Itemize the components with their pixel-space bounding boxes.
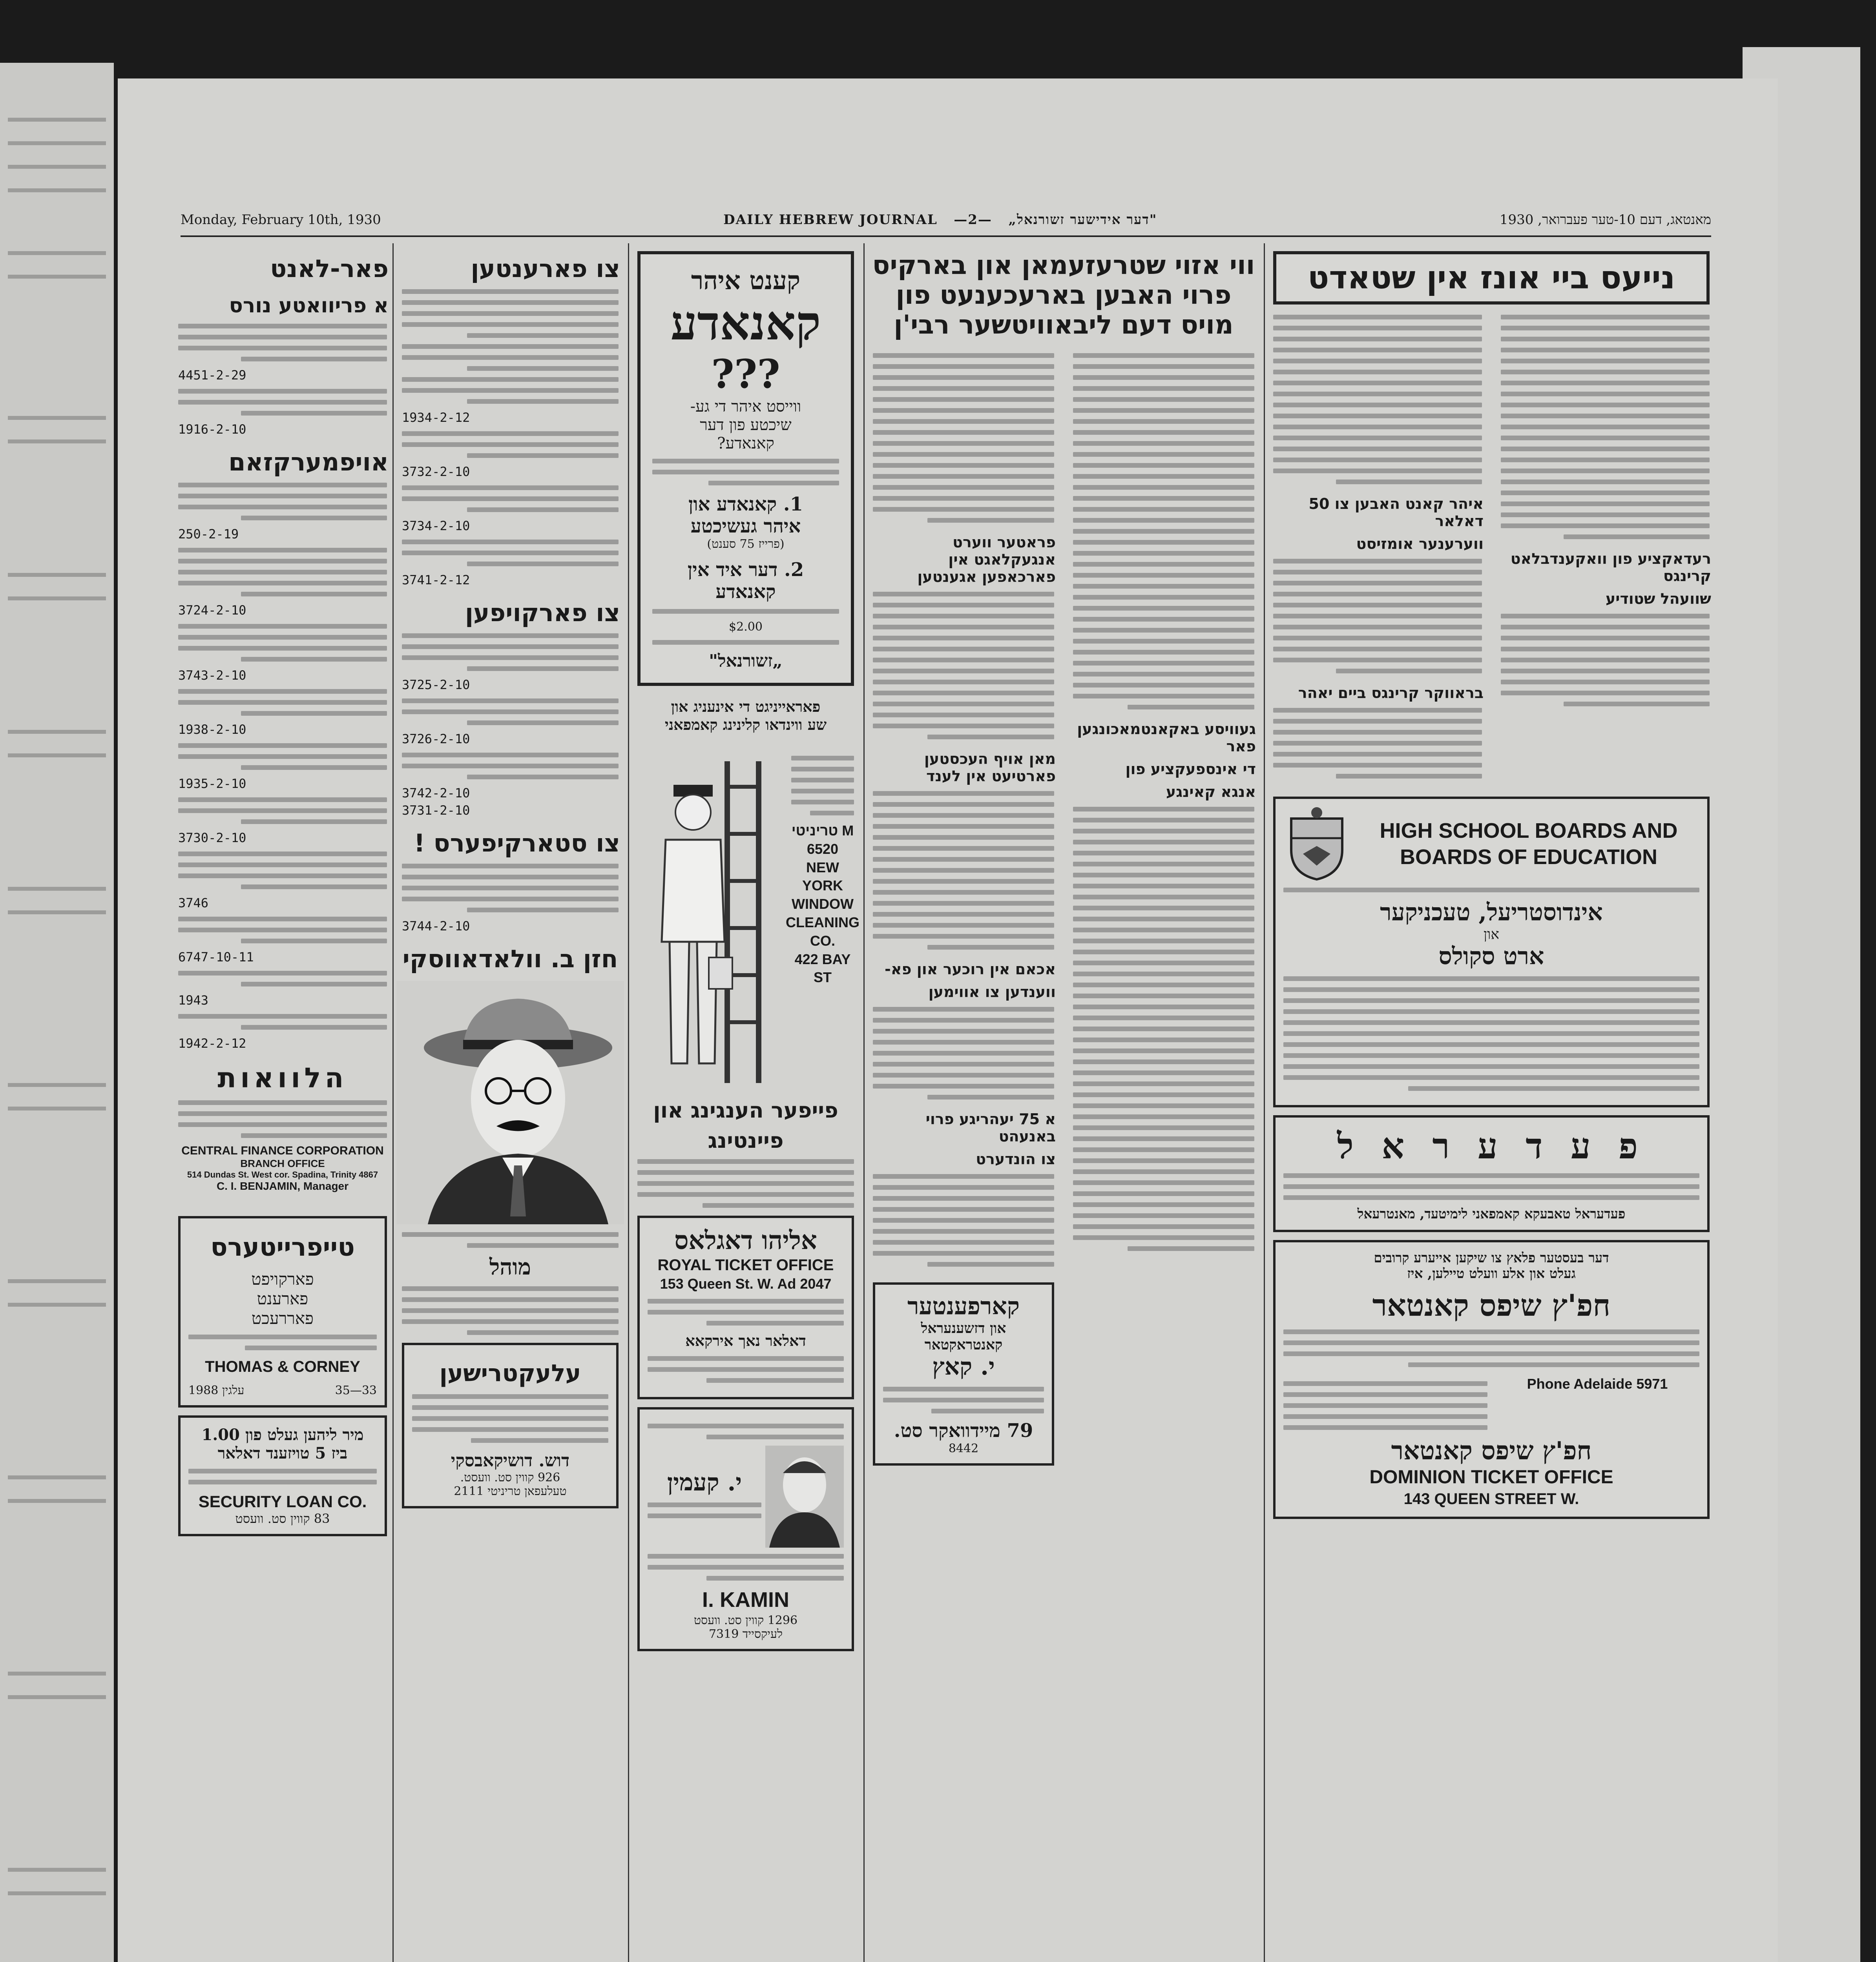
classified-text bbox=[178, 852, 387, 889]
classified-code: 3726-2-10 bbox=[402, 731, 470, 746]
news-subheading: רעדאקציע פון וואקענדבלאט קרינגס bbox=[1510, 550, 1711, 585]
classified-text bbox=[402, 377, 619, 404]
classified-code: 3724-2-10 bbox=[178, 603, 246, 618]
column-rule bbox=[628, 243, 629, 1962]
ticket-dollar: דאלאר נאך אירקאא bbox=[685, 1332, 806, 1349]
window-company-2: WINDOW bbox=[792, 896, 854, 912]
classified-text bbox=[178, 743, 387, 770]
kamin-ad bbox=[637, 1407, 854, 1651]
ad-journal: „זשורנאל" bbox=[709, 651, 783, 671]
classified-code: 6747-10-11 bbox=[178, 950, 254, 965]
security-loan-name: SECURITY LOAN CO. bbox=[198, 1492, 367, 1511]
ad-item-1b: איהר געשיכטע bbox=[690, 515, 801, 537]
thomas-phone: עלגין 1988 bbox=[188, 1383, 245, 1397]
thomas-address: 35—33 bbox=[335, 1383, 377, 1397]
news-subheading: די אינספעקציע פון bbox=[1125, 760, 1256, 778]
news-text bbox=[1073, 807, 1254, 1251]
ticket-intro-1: דער בעסטער פלאץ צו שיקען אייערע קרובים bbox=[1374, 1250, 1609, 1266]
window-title-2: שע ווינדאו קלינינג קאמפאני bbox=[664, 716, 827, 733]
news-text bbox=[873, 1174, 1054, 1267]
column-city-news bbox=[1268, 243, 1715, 1962]
finance-address: 514 Dundas St. West cor. Spadina, Trinity 4867 bbox=[187, 1170, 378, 1180]
news-subheading: ווענדען צו אווימען bbox=[928, 983, 1056, 1001]
classified-code: 1943 bbox=[178, 993, 209, 1008]
kamin-photo bbox=[765, 1446, 844, 1548]
ontario-crest-icon bbox=[1283, 807, 1350, 881]
hs-yiddish-2: און bbox=[1484, 926, 1499, 943]
electrician-name: דוש. דושיקאבסקי bbox=[451, 1451, 570, 1471]
classified-text bbox=[178, 917, 387, 943]
portrait-image bbox=[396, 981, 624, 1224]
column-ads bbox=[632, 243, 860, 1962]
section-title-to-rent: צו פארענטען bbox=[471, 254, 620, 283]
classified-text bbox=[178, 689, 387, 716]
security-loan-address: 83 קווין סט. וועסט bbox=[235, 1511, 330, 1526]
ad-line-1: ווייסט איהר די גע- bbox=[690, 398, 801, 416]
news-subheading: געוויסע באקאנטמאכונגען פאר bbox=[1077, 720, 1256, 755]
dominion-office: DOMINION TICKET OFFICE bbox=[1369, 1467, 1613, 1488]
news-subheading: א 75 יעהריגע פרוי באנעהט bbox=[925, 1110, 1056, 1145]
classified-code: 1935-2-10 bbox=[178, 776, 246, 791]
typewriter-ad bbox=[178, 1216, 387, 1408]
paint-title: פייפער הענגינג און bbox=[653, 1098, 838, 1123]
classified-text bbox=[402, 344, 619, 371]
window-company-4: 422 BAY ST bbox=[794, 951, 851, 986]
hs-yiddish-1: אינדוסטריעל, טעכניקער bbox=[1380, 899, 1603, 926]
electrician-phone: טעלעפאן טריניטי 2111 bbox=[454, 1484, 567, 1498]
classified-code: 3734-2-10 bbox=[402, 518, 470, 533]
column-rule bbox=[863, 243, 865, 1962]
ticket-hebrew-name: אליהו דאגלאס bbox=[674, 1226, 817, 1255]
classified-text bbox=[402, 289, 619, 338]
city-news-col-b bbox=[1495, 308, 1715, 785]
paint-text bbox=[637, 1159, 854, 1208]
column-news bbox=[867, 243, 1260, 1962]
news-text bbox=[1273, 708, 1482, 779]
news-text bbox=[1273, 315, 1482, 484]
news-text bbox=[873, 353, 1054, 523]
news-subheading: אנגא קאינגע bbox=[1166, 783, 1256, 800]
city-news-col-a bbox=[1268, 308, 1487, 785]
header-page-number: —2— bbox=[954, 212, 992, 228]
classified-code: 3744-2-10 bbox=[402, 919, 470, 934]
classified-code: 3743-2-10 bbox=[178, 668, 246, 683]
carpenter-address: 79 מיידוואקר סט. bbox=[894, 1419, 1033, 1442]
ticket-office-name: ROYAL TICKET OFFICE bbox=[657, 1256, 834, 1274]
ticket-big: חפ'ץ שיפס קאנטאר bbox=[1391, 1436, 1592, 1466]
header-yiddish-title: „דער אידישער זשורנאל" bbox=[1008, 212, 1157, 228]
column-classifieds-2 bbox=[396, 243, 624, 1962]
classified-code: 3742-2-10 bbox=[402, 786, 470, 800]
news-col-a bbox=[867, 347, 1060, 1473]
high-school-ad bbox=[1273, 797, 1710, 1107]
news-col-b bbox=[1068, 347, 1260, 1473]
header-center bbox=[723, 212, 1157, 228]
cantor-text bbox=[402, 1232, 619, 1248]
electrician-title: עלעקטרישען bbox=[439, 1360, 581, 1387]
section-title-attention: אויפמערקזאם bbox=[228, 448, 389, 476]
loans-title: הלוואות bbox=[217, 1062, 348, 1094]
ad-price-1: (פרייז 75 סענט) bbox=[707, 537, 785, 551]
ticket-head: חפ'ץ שיפס קאנטאר bbox=[1372, 1288, 1611, 1323]
electrician-address: 926 קווין סט. וועסט. bbox=[460, 1471, 560, 1484]
news-text bbox=[873, 1007, 1054, 1100]
classified-text bbox=[178, 389, 387, 416]
carpenter-sub: און דזשענעראל קאנטראקטאר bbox=[921, 1320, 1006, 1353]
typewriter-sub3: פאררעכט bbox=[251, 1308, 314, 1328]
mohel-label: מוהל bbox=[489, 1254, 531, 1280]
news-subheading: ווערענער אומזיסט bbox=[1356, 535, 1484, 552]
news-headline: ווי אזוי שטרעזעמאן און בארקיס פרוי האבען בארעכענעט פון מויס דעם ליבאוויטשער רבי'ן bbox=[872, 250, 1255, 340]
cantor-name: חזן ב. וולאדאווסקי bbox=[402, 945, 618, 973]
royal-ticket-ad bbox=[637, 1216, 854, 1399]
phone-adelaide: Phone Adelaide 5971 bbox=[1527, 1376, 1668, 1392]
classified-code: 4451-2-29 bbox=[178, 368, 246, 383]
news-text bbox=[1073, 353, 1254, 709]
carpenter-title: קארפענטער bbox=[907, 1292, 1020, 1320]
federal-title: פ ע ד ע ר א ל bbox=[1337, 1125, 1646, 1167]
classified-text bbox=[402, 485, 619, 512]
typewriter-sub2: פארענט bbox=[257, 1289, 308, 1308]
news-subheading: בראווקר קרינגס ביים יאהר bbox=[1298, 684, 1484, 702]
cantor-portrait bbox=[396, 981, 624, 1224]
news-text bbox=[873, 592, 1054, 739]
ticket-intro-2: געלט און אלע וועלט טיילען, איז bbox=[1407, 1266, 1576, 1282]
thomas-corney: THOMAS & CORNEY bbox=[205, 1358, 360, 1375]
window-company-3: CLEANING CO. bbox=[786, 914, 860, 949]
carpenter-ad bbox=[873, 1282, 1054, 1466]
security-loan-ad bbox=[178, 1415, 387, 1536]
news-subheading: אכאם אין רוכער און פא- bbox=[885, 960, 1056, 978]
classified-code: 3746 bbox=[178, 895, 209, 910]
window-text bbox=[791, 756, 854, 815]
finance-branch: BRANCH OFFICE bbox=[240, 1158, 325, 1169]
column-rule bbox=[1264, 243, 1265, 1962]
column-rule bbox=[392, 243, 394, 1962]
news-text bbox=[1501, 614, 1710, 706]
classified-code: 3741-2-12 bbox=[402, 573, 470, 587]
electrician-ad bbox=[402, 1343, 619, 1508]
ad-price-2: $2.00 bbox=[729, 620, 763, 634]
paint-title-2: פיינטינג bbox=[708, 1128, 784, 1153]
window-cleaning-ad bbox=[632, 734, 860, 1087]
federal-tobacco-ad bbox=[1273, 1115, 1710, 1232]
kamin-phone: לעיקסייד 7319 bbox=[708, 1627, 783, 1641]
news-subheading: פראטער ווערט אנגעקלאגט אין פארכאפען אגענטען bbox=[917, 533, 1056, 585]
section-title-rent: פאר-לאנט bbox=[270, 254, 389, 283]
classified-text bbox=[178, 797, 387, 824]
carpenter-name: י. קאץ bbox=[932, 1353, 995, 1380]
ticket-office-address: 153 Queen St. W. Ad 2047 bbox=[660, 1276, 832, 1292]
classified-code: 1938-2-10 bbox=[178, 722, 246, 737]
ad-item-2b: קאנאדע bbox=[715, 581, 776, 603]
classified-text bbox=[402, 431, 619, 458]
news-subheading: מאן אויף העכסטען פארטיעט אין לענד bbox=[924, 750, 1056, 785]
ad-line-3: קאנאדע? bbox=[717, 434, 774, 452]
ad-line-2: שיכטע פון דער bbox=[700, 416, 792, 434]
classified-text bbox=[178, 324, 387, 361]
federal-footer: פעדעראל טאבעקא קאמפאני לימיטעד, מאנטרעאל bbox=[1357, 1206, 1626, 1222]
header-left-date: Monday, February 10th, 1930 bbox=[181, 212, 381, 228]
carpenter-phone: 8442 bbox=[948, 1441, 979, 1455]
header-title: DAILY HEBREW JOURNAL bbox=[723, 212, 938, 228]
section-title-storekeepers: צו סטארקיפערס ! bbox=[414, 829, 620, 857]
news-subheading: איהר קאנט האבען צו 50 דאלאר bbox=[1308, 495, 1484, 530]
ad-question-2: קאנאדע bbox=[670, 295, 821, 351]
news-subheading: שוועהל שטודיע bbox=[1605, 590, 1711, 607]
loan-line1: מיר ליהען געלט פון 1.00 bbox=[201, 1425, 364, 1444]
classified-code: 1934-2-12 bbox=[402, 410, 470, 425]
city-news-title: נייעס ביי אונז אין שטאדט bbox=[1307, 259, 1675, 296]
classified-code: 1916-2-10 bbox=[178, 422, 246, 437]
hs-yiddish-3: ארט סקולס bbox=[1438, 943, 1544, 970]
classified-text bbox=[402, 540, 619, 566]
typewriter-sub1: פארקויפט bbox=[251, 1269, 314, 1289]
classified-code: 3731-2-10 bbox=[402, 803, 470, 818]
window-company-1: NEW YORK bbox=[802, 859, 843, 894]
news-subheading: צו הונדערט bbox=[976, 1150, 1056, 1168]
dominion-ticket-ad bbox=[1273, 1240, 1710, 1519]
ad-item-1: 1. קאנאדע און bbox=[688, 493, 803, 515]
hs-title-1: HIGH SCHOOL BOARDS AND bbox=[1380, 819, 1678, 842]
classified-text bbox=[178, 971, 387, 986]
header-right-date: מאנטאג, דעם 10-טער פעברואר, 1930 bbox=[1499, 212, 1711, 228]
classified-code: 3732-2-10 bbox=[402, 464, 470, 479]
hs-title-2: BOARDS OF EDUCATION bbox=[1400, 845, 1657, 869]
window-title-1: פאראייניגט די אינעניג און bbox=[671, 698, 821, 715]
dominion-address: 143 QUEEN STREET W. bbox=[1403, 1490, 1579, 1508]
kamin-title: י. קעמין bbox=[667, 1469, 742, 1496]
classified-text bbox=[178, 483, 387, 520]
ad-question-marks: ??? bbox=[711, 351, 780, 397]
window-phone: טריניטי M 6520 bbox=[791, 822, 854, 857]
finance-name: CENTRAL FINANCE CORPORATION bbox=[181, 1144, 384, 1157]
news-text bbox=[873, 791, 1054, 950]
window-cleaner-icon bbox=[632, 738, 786, 1083]
news-text bbox=[1273, 559, 1482, 673]
loans-text bbox=[178, 1100, 387, 1138]
classified-text bbox=[178, 1014, 387, 1030]
classified-text bbox=[402, 864, 619, 912]
classified-code: 3730-2-10 bbox=[178, 830, 246, 845]
page-header bbox=[181, 204, 1711, 237]
typewriter-title: טייפרייטערס bbox=[210, 1233, 355, 1262]
classified-text bbox=[178, 548, 387, 596]
city-news-banner bbox=[1273, 251, 1710, 305]
ad-question-1: קענט איהר bbox=[691, 266, 801, 295]
classified-code: 1942-2-12 bbox=[178, 1036, 246, 1051]
previous-page-edge bbox=[0, 63, 114, 1962]
section-title-for-sale: צו פארקויפען bbox=[465, 598, 620, 627]
classified-text bbox=[402, 633, 619, 671]
canada-book-ad bbox=[637, 251, 854, 686]
column-classifieds-1 bbox=[173, 243, 392, 1962]
kamin-address: 1296 קווין סט. וועסט bbox=[693, 1613, 798, 1627]
ad-item-2: 2. דער איד אין bbox=[687, 559, 804, 581]
classified-text bbox=[402, 753, 619, 779]
subsection-title: א פריוואטע נורס bbox=[229, 294, 389, 317]
news-text bbox=[1501, 315, 1710, 539]
finance-manager: C. I. BENJAMIN, Manager bbox=[216, 1180, 349, 1192]
loan-line2: ביז 5 טויזענד דאלאר bbox=[217, 1444, 348, 1462]
classified-text bbox=[178, 624, 387, 662]
kamin-name: I. KAMIN bbox=[702, 1588, 789, 1612]
classified-code: 250-2-19 bbox=[178, 527, 239, 542]
newspaper-page bbox=[118, 78, 1778, 1962]
cantor-details bbox=[402, 1286, 619, 1335]
classified-text bbox=[402, 698, 619, 725]
classified-code: 3725-2-10 bbox=[402, 677, 470, 692]
